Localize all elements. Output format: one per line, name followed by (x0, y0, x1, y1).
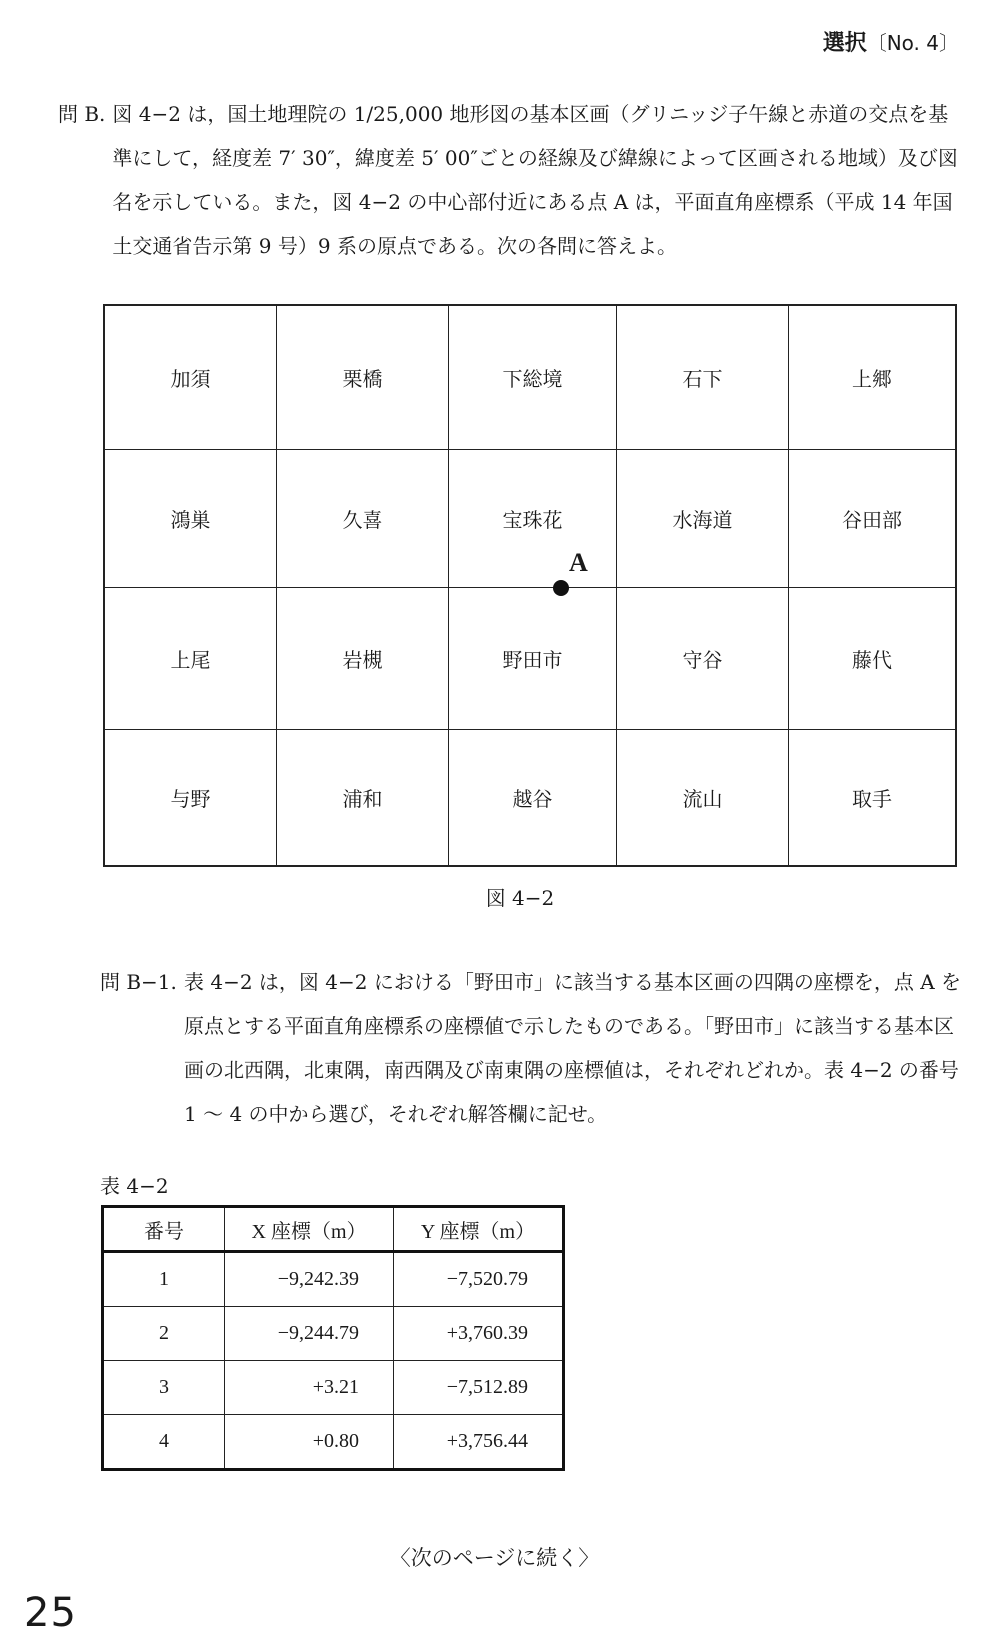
question-b-text: 図 4−2 は，国土地理院の 1/25,000 地形図の基本区画（グリニッジ子午線と赤道の交点を基準にして，経度差 7′ 30″，緯度差 5′ 00″ごとの経線及び緯線によって区画される地域）及び図名を示している。また，図 4−2 の中心部付近にある点 A は，平面直角座標系（平成 14 年国土交通省告示第 9 号）9 系の原点である。次の各問に答えよ。 (112, 102, 958, 258)
question-b1-text: 表 4−2 は，図 4−2 における「野田市」に該当する基本区画の四隅の座標を，点 A を原点とする平面直角座標系の座標値で示したものである。「野田市」に該当する基本区画の北西隅，北東隅，南西隅及び南東隅の座標値は，それぞれどれか。表 4−2 の番号 1 〜 4 の中から選び，それぞれ解答欄に記せ。 (184, 970, 962, 1126)
section-label (823, 26, 959, 57)
grid-cell: 谷田部 (789, 450, 955, 588)
grid-cell: 浦和 (277, 730, 449, 865)
y-value: +3,756.44 (394, 1415, 564, 1470)
grid-cell: 鴻巣 (105, 450, 277, 588)
table-row (103, 1415, 564, 1470)
grid-cell: 下総境 (449, 306, 617, 450)
x-value: −9,244.79 (225, 1307, 394, 1361)
grid-cell: 久喜 (277, 450, 449, 588)
question-b-number: 問 B. (58, 102, 106, 126)
origin-point-marker (553, 580, 569, 596)
table-row (103, 1361, 564, 1415)
table-caption: 表 4−2 (100, 1174, 169, 1198)
grid-cell: 加須 (105, 306, 277, 450)
grid-cell: 上郷 (789, 306, 955, 450)
y-value: +3,760.39 (394, 1307, 564, 1361)
section-label-number: 〔No. 4〕 (866, 31, 959, 55)
table-header-row (103, 1207, 564, 1252)
map-grid-figure (103, 304, 957, 867)
question-b (58, 92, 964, 268)
row-number: 2 (103, 1307, 225, 1361)
x-value: −9,242.39 (225, 1252, 394, 1307)
grid-cell: 取手 (852, 787, 892, 811)
row-number: 4 (103, 1415, 225, 1470)
row-number: 3 (103, 1361, 225, 1415)
grid-cell: 上尾 (105, 588, 277, 730)
grid-cell: 越谷 (449, 730, 617, 865)
grid-cell: 与野 (105, 730, 277, 865)
table-row (103, 1252, 564, 1307)
grid-cell: 流山 (617, 730, 789, 865)
table-row (103, 1307, 564, 1361)
grid-cell: 岩槻 (277, 588, 449, 730)
grid-cell: 石下 (617, 306, 789, 450)
x-value: +3.21 (225, 1361, 394, 1415)
grid-cell: 宝珠花 (449, 450, 617, 588)
question-b1-number: 問 B−1. (100, 970, 177, 994)
grid-cell: 栗橋 (277, 306, 449, 450)
header-x: X 座標（m） (225, 1207, 394, 1252)
grid-cell-noda: 野田市 (449, 588, 617, 730)
question-b1 (100, 960, 966, 1136)
row-number: 1 (103, 1252, 225, 1307)
grid-cell: 水海道 (617, 450, 789, 588)
figure-caption: 図 4−2 (485, 886, 555, 910)
continue-note: 〈次のページに続く〉 (389, 1546, 600, 1570)
x-value: +0.80 (225, 1415, 394, 1470)
y-value: −7,512.89 (394, 1361, 564, 1415)
origin-point-label: A (569, 548, 588, 577)
grid-cell: 藤代 (789, 588, 955, 730)
y-value: −7,520.79 (394, 1252, 564, 1307)
page-number: 25 (24, 1590, 77, 1636)
section-label-strong: 選択 (822, 31, 867, 56)
coordinate-table (101, 1205, 565, 1471)
grid-cell: 守谷 (617, 588, 789, 730)
header-number: 番号 (103, 1207, 225, 1252)
header-y: Y 座標（m） (394, 1207, 564, 1252)
